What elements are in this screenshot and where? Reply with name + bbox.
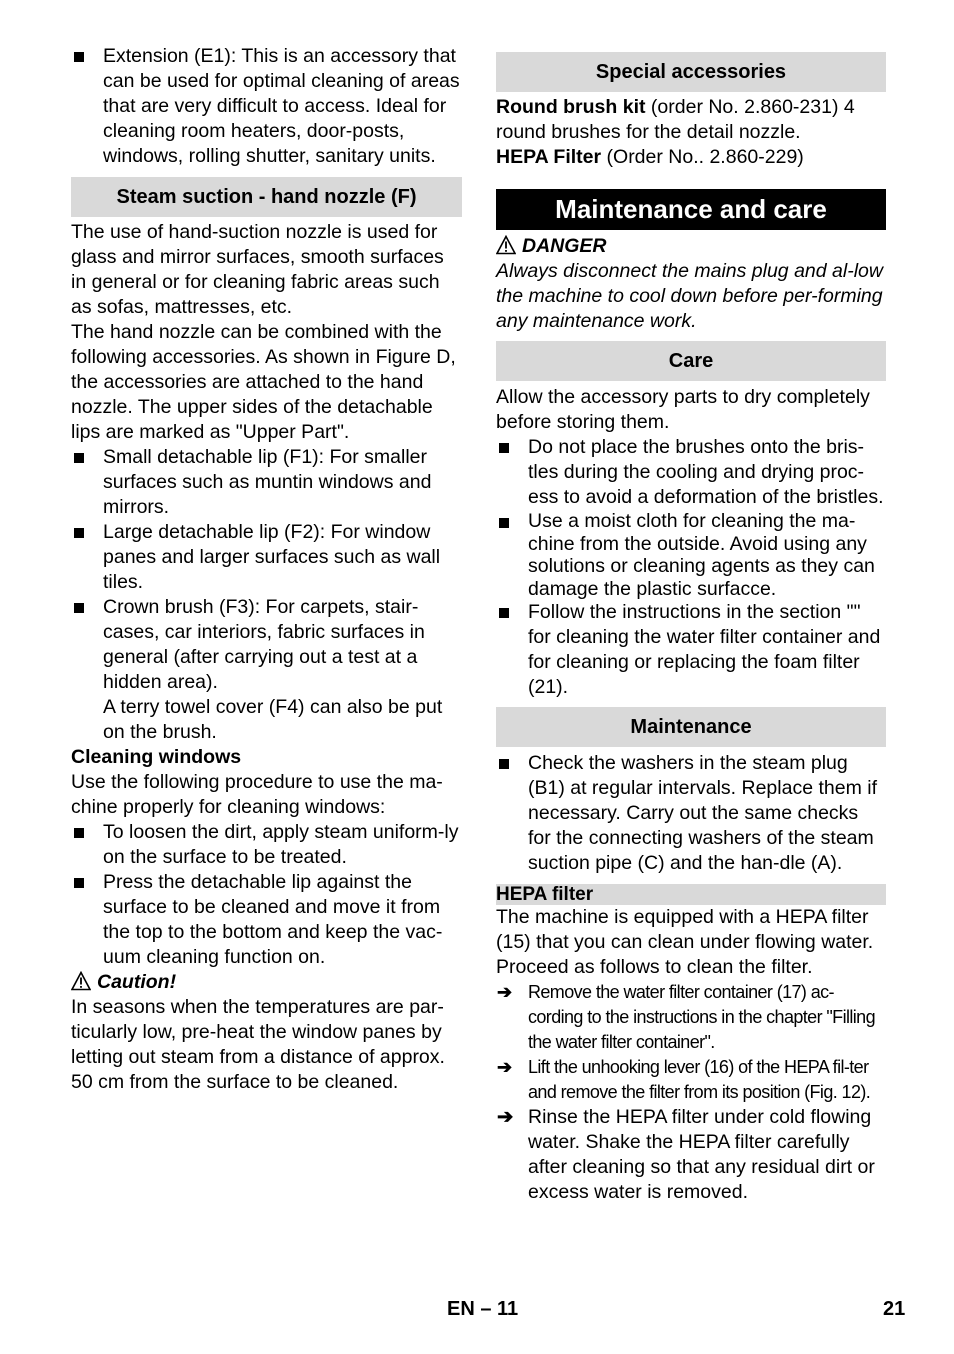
paragraph: The use of hand-suction nozzle is used for glass and mirror surfaces, smooth surfaces in general or for cleaning fabric areas such as sofas, mattresses, etc. — [71, 221, 444, 318]
step-item — [496, 1055, 886, 1105]
list-item: Small detachable lip (F1): For smaller surfaces such as muntin windows and mirrors. — [71, 445, 462, 520]
round-brush-label: Round brush kit — [496, 96, 646, 118]
footer-section-label: EN – 11 — [447, 1298, 519, 1320]
caution-text: In seasons when the temperatures are par-ticularly low, pre-heat the window panes by letting out steam from a distance of approx. 50 cm from the surface to be cleaned. — [71, 996, 445, 1093]
arrow-right-icon: ➔ — [497, 1057, 512, 1077]
caution-label: Caution! — [97, 971, 177, 993]
round-brush-text: (order No. 2.860-231) 4 round brushes for the detail nozzle. — [496, 96, 855, 143]
list-item-extra: A terry towel cover (F4) can also be put on the brush. — [103, 696, 443, 743]
page-number: 21 — [883, 1298, 906, 1320]
danger-label-row — [496, 234, 886, 259]
paragraph: Use the following procedure to use the ma-chine properly for cleaning windows: — [71, 771, 443, 818]
list-item: Use a moist cloth for cleaning the ma-chine from the outside. Avoid using any solutions or cleaning agents as they can damage the plastic surfacce. — [496, 510, 886, 600]
list-item: Do not place the brushes onto the bris-tles during the cooling and drying proc-ess to avoid a deformation of the bristles. — [496, 435, 886, 510]
warning-triangle-icon — [71, 971, 91, 991]
hepa-accessory-entry — [496, 145, 886, 170]
section-heading-maintenance-and-care: Maintenance and care — [496, 189, 886, 230]
accessory-list — [71, 445, 462, 745]
care-list — [496, 435, 886, 700]
step-item — [496, 980, 886, 1055]
hepa-steps-list — [496, 980, 886, 1205]
section-heading-steam-suction: Steam suction - hand nozzle (F) — [71, 177, 462, 217]
hepa-accessory-label: HEPA Filter — [496, 146, 602, 168]
paragraph: The hand nozzle can be combined with the following accessories. As shown in Figure D, the accessories are attached to the hand nozzle. The upper sides of the detachable lips are marked as "Upper Part". — [71, 321, 456, 443]
arrow-right-icon: ➔ — [497, 982, 512, 1002]
cleaning-list — [71, 820, 462, 970]
list-item-text: Crown brush (F3): For carpets, stair-cases, car interiors, fabric surfaces in general (after carrying out a test at a hidden area). — [103, 596, 425, 693]
list-item: Extension (E1): This is an accessory that can be used for optimal cleaning of areas that are very difficult to access. Ideal for cleaning room heaters, door-posts, windows, rolling shutter, sanitary units. — [71, 44, 462, 169]
warning-triangle-icon — [496, 235, 516, 255]
danger-text: Always disconnect the mains plug and al-low the machine to cool down before per-forming any maintenance work. — [496, 260, 883, 332]
paragraph: The machine is equipped with a HEPA filter (15) that you can clean under flowing water. Proceed as follows to clean the filter. — [496, 906, 874, 978]
step-text: Rinse the HEPA filter under cold flowing water. Shake the HEPA filter carefully after cleaning so that any residual dirt or excess water is removed. — [528, 1106, 875, 1203]
step-text: Lift the unhooking lever (16) of the HEPA fil-ter and remove the filter from its position (Fig. 12). — [528, 1057, 871, 1102]
list-item: Large detachable lip (F2): For window panes and larger surfaces such as wall tiles. — [71, 520, 462, 595]
step-text: Remove the water filter container (17) ac-cording to the instructions in the chapter "Filling the water filter container". — [528, 982, 875, 1052]
danger-label: DANGER — [522, 235, 607, 257]
section-heading-special-accessories: Special accessories — [496, 52, 886, 92]
subheading-hepa-filter: HEPA filter — [496, 884, 886, 905]
right-column — [496, 52, 886, 1205]
intro-list — [71, 44, 462, 169]
list-item: Follow the instructions in the section "" for cleaning the water filter container and for cleaning or replacing the foam filter (21). — [496, 600, 886, 700]
section-heading-care: Care — [496, 341, 886, 381]
section-heading-maintenance: Maintenance — [496, 707, 886, 747]
subheading-cleaning-windows: Cleaning windows — [71, 746, 242, 768]
list-item: Press the detachable lip against the surface to be cleaned and move it from the top to the bottom and keep the vac-uum cleaning function on. — [71, 870, 462, 970]
caution-label-row — [71, 970, 462, 995]
hepa-accessory-text: (Order No.. 2.860-229) — [601, 146, 804, 168]
round-brush-entry — [496, 95, 886, 145]
list-item: Check the washers in the steam plug (B1) at regular intervals. Replace them if necessary. Carry out the same checks for the connecting washers of the steam suction pipe (C) and the han-dle (A). — [496, 751, 886, 876]
arrow-right-icon: ➔ — [497, 1106, 514, 1128]
left-column — [71, 44, 462, 1095]
paragraph: Allow the accessory parts to dry completely before storing them. — [496, 386, 870, 433]
list-item — [71, 595, 462, 745]
step-item — [496, 1105, 886, 1205]
list-item: To loosen the dirt, apply steam uniform-ly on the surface to be treated. — [71, 820, 462, 870]
maintenance-list — [496, 751, 886, 876]
